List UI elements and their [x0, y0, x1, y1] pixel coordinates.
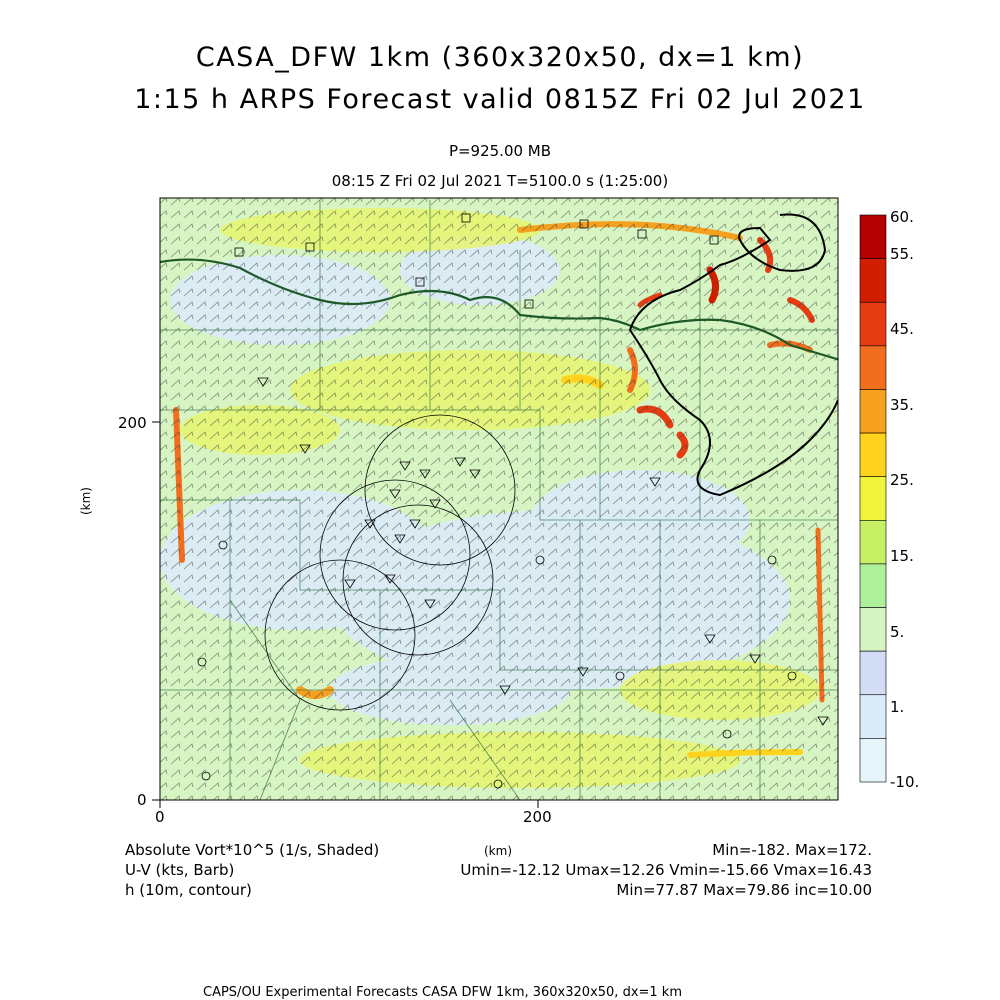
colorbar-swatch [860, 346, 886, 390]
colorbar-swatch [860, 259, 886, 303]
colorbar-label: 25. [890, 471, 914, 489]
title-line-2: 1:15 h ARPS Forecast valid 0815Z Fri 02 Jul 2021 [134, 84, 866, 115]
colorbar-label: 35. [890, 396, 914, 414]
legend-vorticity: Absolute Vort*10^5 (1/s, Shaded) [125, 841, 380, 859]
colorbar-label: 55. [890, 245, 914, 263]
y-tick-0: 0 [137, 791, 147, 809]
map-plot-area [160, 198, 840, 800]
x-tick-200: 200 [523, 808, 552, 826]
colorbar-swatch [860, 738, 886, 782]
x-tick-0: 0 [155, 808, 165, 826]
legend-height: h (10m, contour) [125, 881, 252, 899]
colorbar-label: 5. [890, 623, 905, 641]
colorbar-swatch [860, 695, 886, 739]
y-tick-200: 200 [118, 414, 147, 432]
colorbar-swatch [860, 564, 886, 608]
colorbar-swatch [860, 215, 886, 259]
colorbar-label: -10. [890, 773, 920, 791]
colorbar-label: 1. [890, 698, 905, 716]
colorbar-label: 60. [890, 208, 914, 226]
colorbar-swatch [860, 608, 886, 652]
colorbar-swatch [860, 520, 886, 564]
legend-vorticity-range: Min=-182. Max=172. [712, 841, 872, 859]
colorbar-label: 45. [890, 320, 914, 338]
colorbar-swatch [860, 651, 886, 695]
colorbar-swatch [860, 477, 886, 521]
colorbar [860, 215, 886, 782]
legend-wind: U-V (kts, Barb) [125, 861, 235, 879]
footer-credit: CAPS/OU Experimental Forecasts CASA DFW 1km, 360x320x50, dx=1 km [203, 985, 683, 1000]
colorbar-swatch [860, 389, 886, 433]
legend-wind-range: Umin=-12.12 Umax=12.26 Vmin=-15.66 Vmax=16.43 [460, 861, 872, 879]
colorbar-label: 15. [890, 547, 914, 565]
colorbar-swatch [860, 302, 886, 346]
colorbar-swatch [860, 433, 886, 477]
pressure-level: P=925.00 MB [448, 142, 552, 160]
x-axis-label: (km) [484, 844, 513, 858]
valid-time-line: 08:15 Z Fri 02 Jul 2021 T=5100.0 s (1:25:00) [331, 172, 669, 190]
title-line-1: CASA_DFW 1km (360x320x50, dx=1 km) [195, 42, 805, 73]
legend-height-range: Min=77.87 Max=79.86 inc=10.00 [616, 881, 872, 899]
y-axis-label: (km) [79, 486, 94, 516]
